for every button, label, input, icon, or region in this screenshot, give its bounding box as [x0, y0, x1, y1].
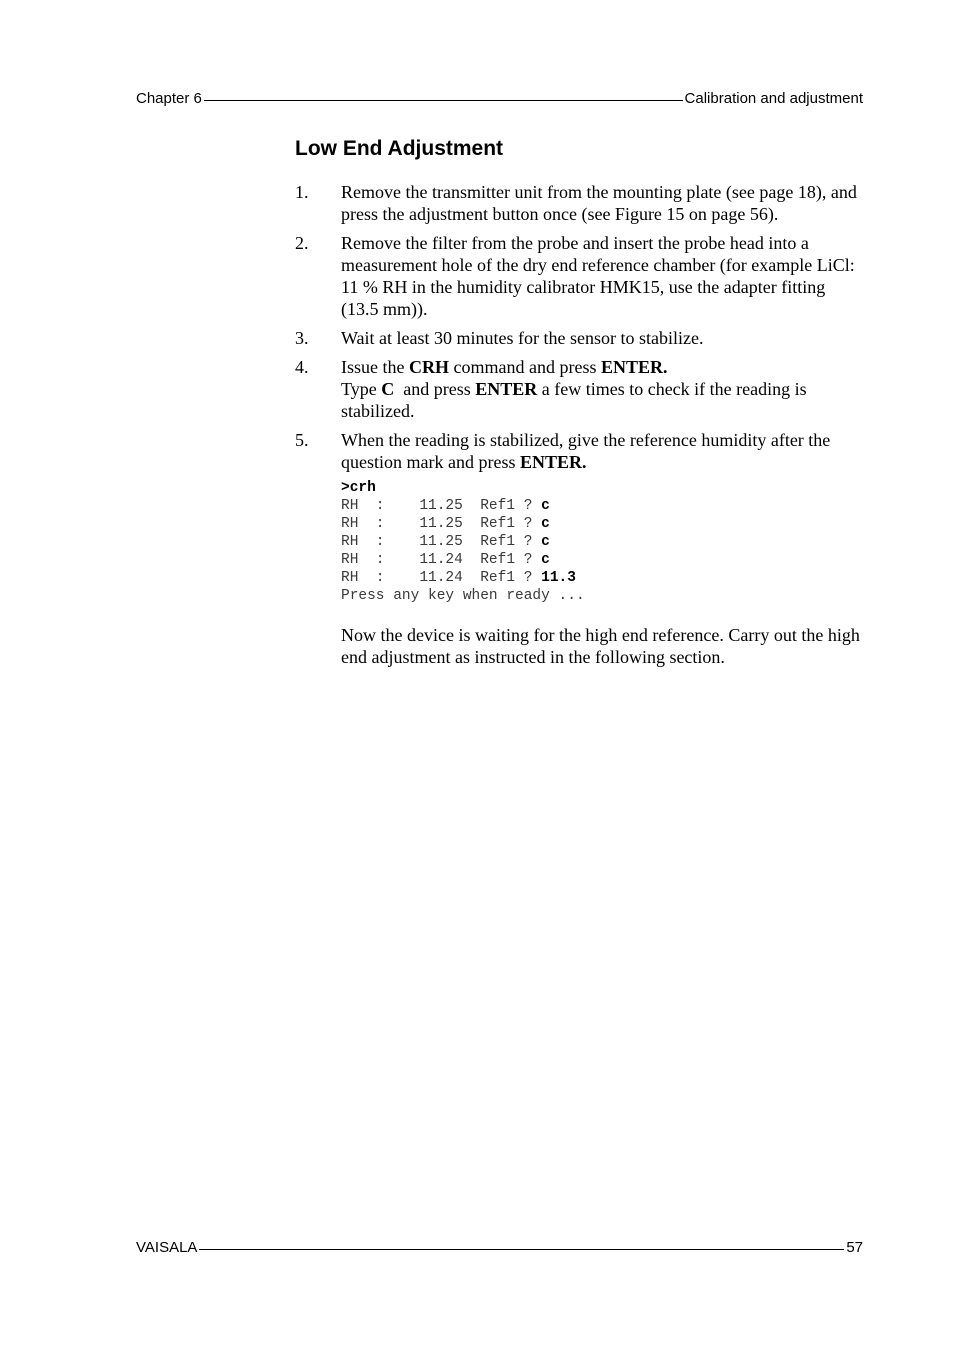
step-text: Issue the CRH command and press ENTER. — [341, 357, 668, 377]
key-name: ENTER — [475, 379, 538, 399]
console-line: RH : 11.24 Ref1 ? c — [341, 552, 550, 568]
console-line: Press any key when ready ... — [341, 588, 585, 604]
console-input: c — [541, 552, 550, 568]
key-name: ENTER. — [600, 357, 668, 377]
console-line: RH : 11.25 Ref1 ? c — [341, 498, 550, 514]
console-input: 11.3 — [541, 570, 576, 586]
console-input: c — [541, 498, 550, 514]
console-line: RH : 11.24 Ref1 ? 11.3 — [341, 570, 576, 586]
step-text: Remove the filter from the probe and insert the probe head into a measurement hole of the dry end reference chamber (for example LiCl: 11 % RH in the humidity calibrator HMK15, use the adapter fitting (13.5 mm)). — [341, 233, 855, 319]
section-title: Low End Adjustment — [295, 137, 504, 160]
chapter-label: Chapter 6 — [136, 90, 202, 107]
console-input: c — [541, 516, 550, 532]
chapter-title: Calibration and adjustment — [684, 90, 863, 107]
command-name: C — [381, 379, 395, 399]
console-prompt: >crh — [341, 480, 376, 496]
page-number: 57 — [846, 1239, 863, 1256]
step-number: 4. — [295, 357, 309, 377]
step-item — [295, 429, 865, 605]
command-name: CRH — [408, 357, 449, 377]
step-item — [295, 327, 865, 349]
console-line: RH : 11.25 Ref1 ? c — [341, 534, 550, 550]
key-name: ENTER. — [519, 452, 587, 472]
closing-paragraph: Now the device is waiting for the high end reference. Carry out the high end adjustment as instructed in the following section. — [341, 625, 860, 667]
step-item — [295, 356, 865, 422]
step-number: 2. — [295, 233, 309, 253]
step-text: Remove the transmitter unit from the mounting plate (see page 18), and press the adjustment button once (see Figure 15 on page 56). — [341, 182, 857, 224]
step-text: When the reading is stabilized, give the reference humidity after the question mark and press ENTER. — [341, 430, 831, 472]
step-item — [295, 181, 865, 225]
console-line: RH : 11.25 Ref1 ? c — [341, 516, 550, 532]
step-text: Type C and press ENTER a few times to check if the reading is stabilized. — [341, 379, 807, 421]
step-item — [295, 232, 865, 320]
step-list — [295, 181, 865, 612]
console-output — [341, 479, 865, 605]
footer-rule — [199, 1249, 844, 1250]
header-rule — [204, 100, 683, 101]
step-number: 1. — [295, 182, 309, 202]
step-number: 3. — [295, 328, 309, 348]
console-input: c — [541, 534, 550, 550]
step-text: Wait at least 30 minutes for the sensor to stabilize. — [341, 328, 704, 348]
page-footer — [136, 1239, 863, 1257]
step-number: 5. — [295, 430, 309, 450]
footer-brand: VAISALA — [136, 1239, 198, 1256]
page-header — [136, 90, 863, 108]
